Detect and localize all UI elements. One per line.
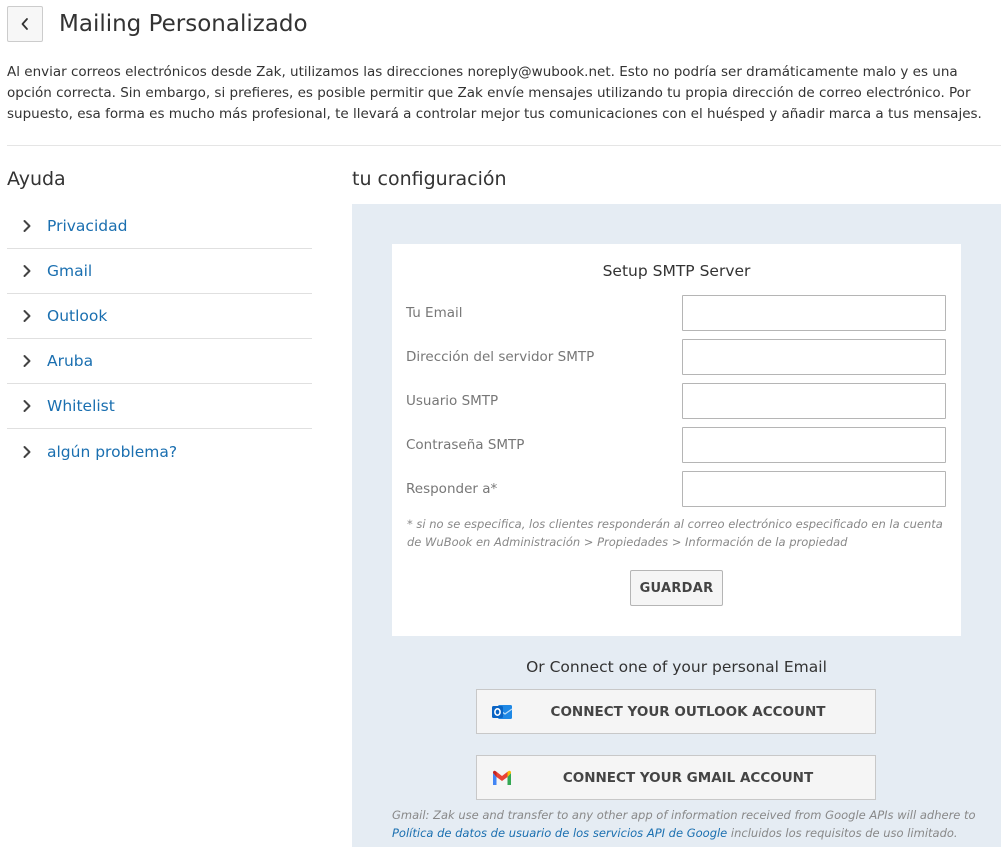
help-title: Ayuda bbox=[7, 168, 66, 190]
reply-to-note: * si no se especifica, los clientes responderán al correo electrónico especificado en la cuenta de WuBook en Administración > Propiedades > Información de la propiedad bbox=[407, 517, 943, 549]
help-item-label: Aruba bbox=[47, 352, 94, 370]
help-item-label: Gmail bbox=[47, 262, 93, 280]
smtp-password-label: Contraseña SMTP bbox=[406, 437, 525, 453]
divider bbox=[7, 145, 1001, 146]
smtp-title: Setup SMTP Server bbox=[602, 262, 751, 280]
help-item-outlook[interactable] bbox=[7, 294, 312, 339]
help-item-label: Whitelist bbox=[47, 397, 115, 415]
chevron-right-icon bbox=[22, 309, 32, 323]
field-row-user bbox=[406, 383, 946, 419]
page-title: Mailing Personalizado bbox=[59, 11, 308, 37]
chevron-right-icon bbox=[22, 399, 32, 413]
help-item-label: algún problema? bbox=[47, 442, 178, 461]
chevron-right-icon bbox=[22, 445, 32, 459]
field-row-password bbox=[406, 427, 946, 463]
email-field[interactable] bbox=[682, 295, 946, 331]
smtp-server-label: Dirección del servidor SMTP bbox=[406, 349, 595, 365]
field-row-server bbox=[406, 339, 946, 375]
help-item-problema[interactable] bbox=[7, 429, 312, 474]
chevron-right-icon bbox=[22, 354, 32, 368]
gmail-disclosure-suffix: incluidos los requisitos de uso limitado. bbox=[727, 826, 958, 840]
config-title: tu configuración bbox=[352, 168, 507, 190]
connect-outlook-label: CONNECT YOUR OUTLOOK ACCOUNT bbox=[550, 703, 826, 720]
field-row-email bbox=[406, 295, 946, 331]
help-item-privacidad[interactable] bbox=[7, 204, 312, 249]
connect-gmail-button[interactable] bbox=[476, 755, 876, 800]
email-label: Tu Email bbox=[406, 305, 463, 321]
smtp-password-field[interactable] bbox=[682, 427, 946, 463]
chevron-right-icon bbox=[22, 264, 32, 278]
help-list bbox=[7, 204, 312, 474]
gmail-icon bbox=[491, 768, 513, 788]
chevron-left-icon bbox=[20, 17, 30, 31]
help-item-whitelist[interactable] bbox=[7, 384, 312, 429]
connect-title: Or Connect one of your personal Email bbox=[526, 658, 827, 676]
connect-gmail-label: CONNECT YOUR GMAIL ACCOUNT bbox=[562, 769, 814, 786]
outlook-icon bbox=[491, 702, 513, 722]
chevron-right-icon bbox=[22, 219, 32, 233]
help-item-gmail[interactable] bbox=[7, 249, 312, 294]
config-panel bbox=[352, 204, 1001, 847]
back-button[interactable] bbox=[7, 6, 43, 42]
field-row-reply bbox=[406, 471, 946, 507]
help-item-aruba[interactable] bbox=[7, 339, 312, 384]
smtp-server-field[interactable] bbox=[682, 339, 946, 375]
page-header bbox=[7, 6, 308, 42]
gmail-disclosure bbox=[392, 806, 992, 842]
smtp-card bbox=[392, 244, 961, 636]
reply-to-label: Responder a* bbox=[406, 481, 498, 497]
save-button[interactable]: GUARDAR bbox=[630, 570, 723, 606]
smtp-user-label: Usuario SMTP bbox=[406, 393, 499, 409]
smtp-user-field[interactable] bbox=[682, 383, 946, 419]
intro-text: Al enviar correos electrónicos desde Zak, utilizamos las direcciones noreply@wubook.net. Esto no podría ser dramáticamente malo y es una opción correcta. Sin embargo, si prefieres, es posible permitir que Zak envíe mensajes utilizando tu propia dirección de correo electrónico. Por supuesto, esa forma es mucho más profesional, te llevará a controlar mejor tus comunicaciones con el huésped y añadir marca a tus mensajes. bbox=[7, 64, 982, 122]
connect-outlook-button[interactable] bbox=[476, 689, 876, 734]
reply-to-field[interactable] bbox=[682, 471, 946, 507]
google-api-policy-link[interactable]: Política de datos de usuario de los servicios API de Google bbox=[392, 826, 728, 840]
help-item-label: Outlook bbox=[47, 307, 108, 325]
gmail-disclosure-prefix: Gmail: Zak use and transfer to any other app of information received from Google APIs will adhere to bbox=[392, 808, 976, 822]
help-item-label: Privacidad bbox=[47, 217, 128, 235]
